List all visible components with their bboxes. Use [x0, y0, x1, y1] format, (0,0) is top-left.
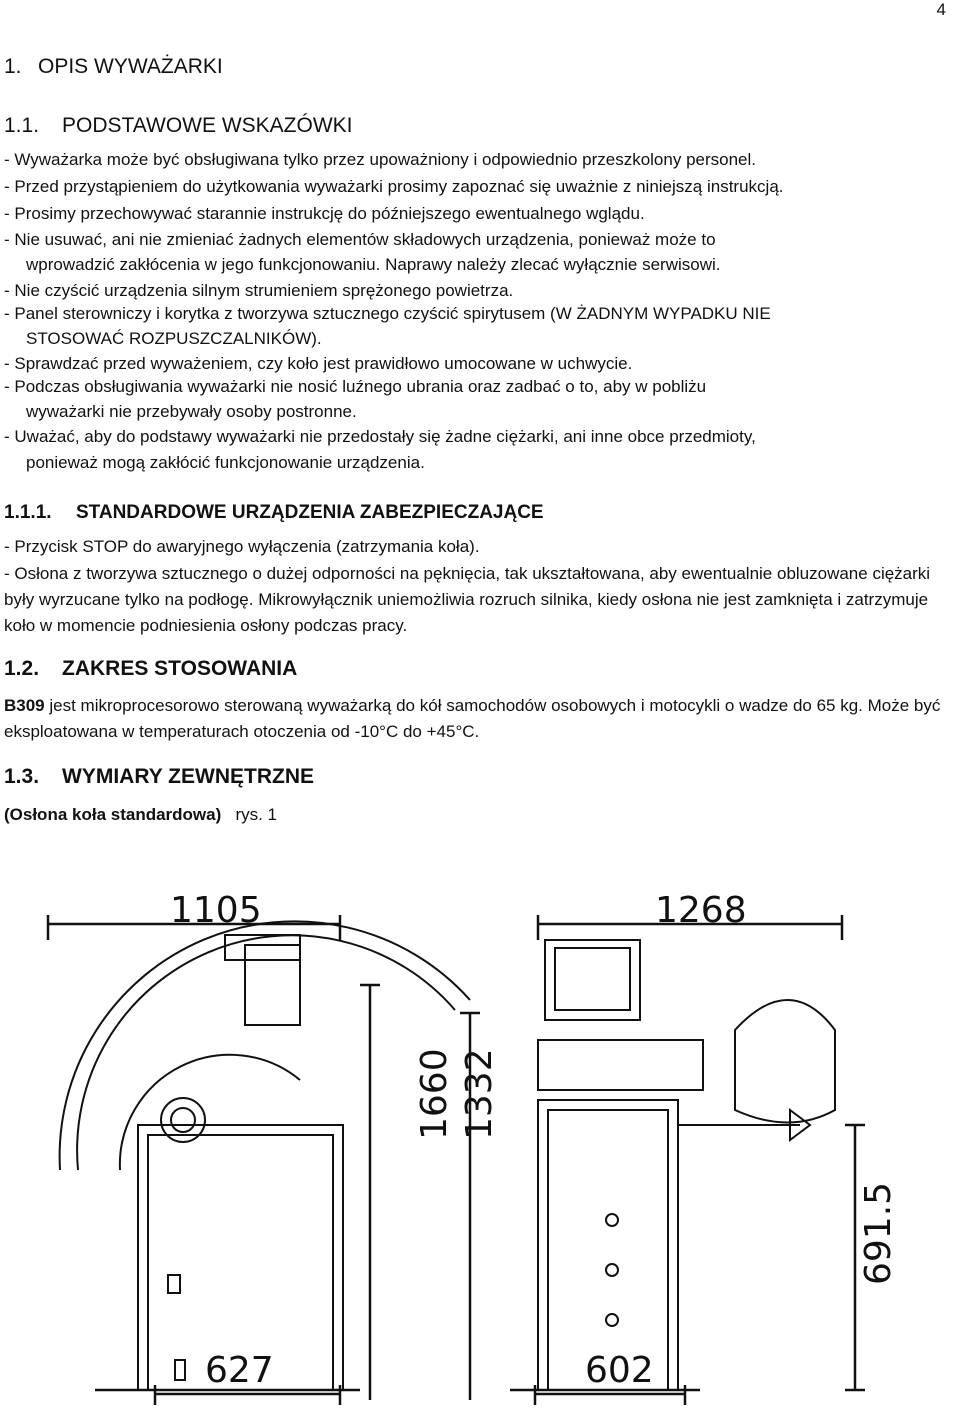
guideline-line: - Nie czyścić urządzenia silnym strumieniem sprężonego powietrza.: [4, 281, 514, 300]
guideline-line: - Prosimy przechowywać starannie instrukcję do późniejszego ewentualnego wglądu.: [4, 204, 645, 223]
figure-caption: [4, 805, 277, 825]
section-1-1-1-heading: [4, 502, 544, 524]
section-title: OPIS WYWAŻARKI: [38, 55, 223, 78]
section-number: 1.1.: [4, 114, 40, 137]
section-number: 1.1.1.: [4, 502, 52, 523]
guideline-line: - Przed przystąpieniem do użytkowania wyważarki prosimy zapoznać się uważnie z niniejszą instrukcją.: [4, 177, 784, 196]
dim-depth-side: 627: [205, 1350, 274, 1391]
guideline-line: - Podczas obsługiwania wyważarki nie nosić luźnego ubrania oraz zadbać o to, aby w pobliżu: [4, 377, 707, 396]
dim-depth-front: 602: [585, 1350, 654, 1391]
front-view-machine: [510, 940, 835, 1390]
side-view-dimension-lines: [48, 915, 480, 1405]
section-title: STANDARDOWE URZĄDZENIA ZABEZPIECZAJĄCE: [76, 502, 544, 523]
guideline-line: - Wyważarka może być obsługiwana tylko przez upoważniony i odpowiednio przeszkolony personel.: [4, 150, 757, 169]
guideline-line: - Sprawdzać przed wyważeniem, czy koło jest prawidłowo umocowane w uchwycie.: [4, 354, 633, 373]
model-name: B309: [4, 696, 45, 715]
section-title: PODSTAWOWE WSKAZÓWKI: [62, 114, 353, 137]
section-number: 1.3.: [4, 765, 40, 788]
section-number: 1.2.: [4, 657, 40, 680]
guideline-line: ponieważ mogą zakłócić funkcjonowanie urządzenia.: [26, 453, 425, 472]
guideline-line: - Panel sterowniczy i korytka z tworzywa sztucznego czyścić spirytusem (W ŻADNYM WYPADKU NIE: [4, 304, 771, 323]
guideline-line: - Nie usuwać, ani nie zmieniać żadnych elementów składowych urządzenia, ponieważ może to: [4, 230, 716, 249]
safety-paragraph: - Osłona z tworzywa sztucznego o dużej odporności na pęknięcia, tak ukształtowana, aby ewentualnie obluzowane ciężarki były wyrzucane tylko na podłogę. Mikrowyłącznik uniemożliwia rozruch silnika, kiedy osłona nie jest zamknięta i zatrzymuje koło w momencie podniesienia osłony podczas pracy.: [4, 564, 931, 635]
dimension-drawing: [0, 855, 960, 1422]
section-1-3-heading: [4, 765, 314, 789]
section-title: WYMIARY ZEWNĘTRZNE: [62, 765, 314, 788]
side-view-machine: [60, 921, 470, 1390]
guideline-line: - Uważać, aby do podstawy wyważarki nie przedostały się żadne ciężarki, ani inne obce przedmioty,: [4, 427, 756, 446]
dim-height-closed: 1332: [459, 1048, 500, 1140]
section-title: ZAKRES STOSOWANIA: [62, 657, 298, 680]
guideline-line: wyważarki nie przebywały osoby postronne.: [26, 402, 357, 421]
dim-width-side: 1105: [170, 890, 262, 931]
scope-paragraph: [4, 693, 956, 745]
scope-text: jest mikroprocesorowo sterowaną wyważarką do kół samochodów osobowych i motocykli o wadze do 65 kg. Może być eksploatowana w temperaturach otoczenia od -10°C do +45°C.: [4, 696, 941, 741]
section-1-1-heading: [4, 114, 353, 138]
guideline-line: wprowadzić zakłócenia w jego funkcjonowaniu. Naprawy należy zlecać wyłącznie serwisowi.: [26, 255, 721, 274]
safety-line: - Przycisk STOP do awaryjnego wyłączenia (zatrzymania koła).: [4, 537, 480, 556]
section-1-2-heading: [4, 657, 297, 681]
page-number: 4: [936, 0, 946, 19]
section-1-heading: [4, 55, 223, 79]
dim-height-total: 1660: [414, 1048, 455, 1140]
guideline-line: STOSOWAĆ ROZPUSZCZALNIKÓW).: [26, 329, 322, 348]
caption-ref: rys. 1: [235, 805, 277, 824]
dim-shaft-height: 691.5: [858, 1181, 899, 1285]
front-view-dimension-lines: [535, 915, 865, 1405]
caption-bold: (Osłona koła standardowa): [4, 805, 222, 824]
section-number: 1.: [4, 55, 22, 78]
dim-width-front: 1268: [655, 890, 747, 931]
